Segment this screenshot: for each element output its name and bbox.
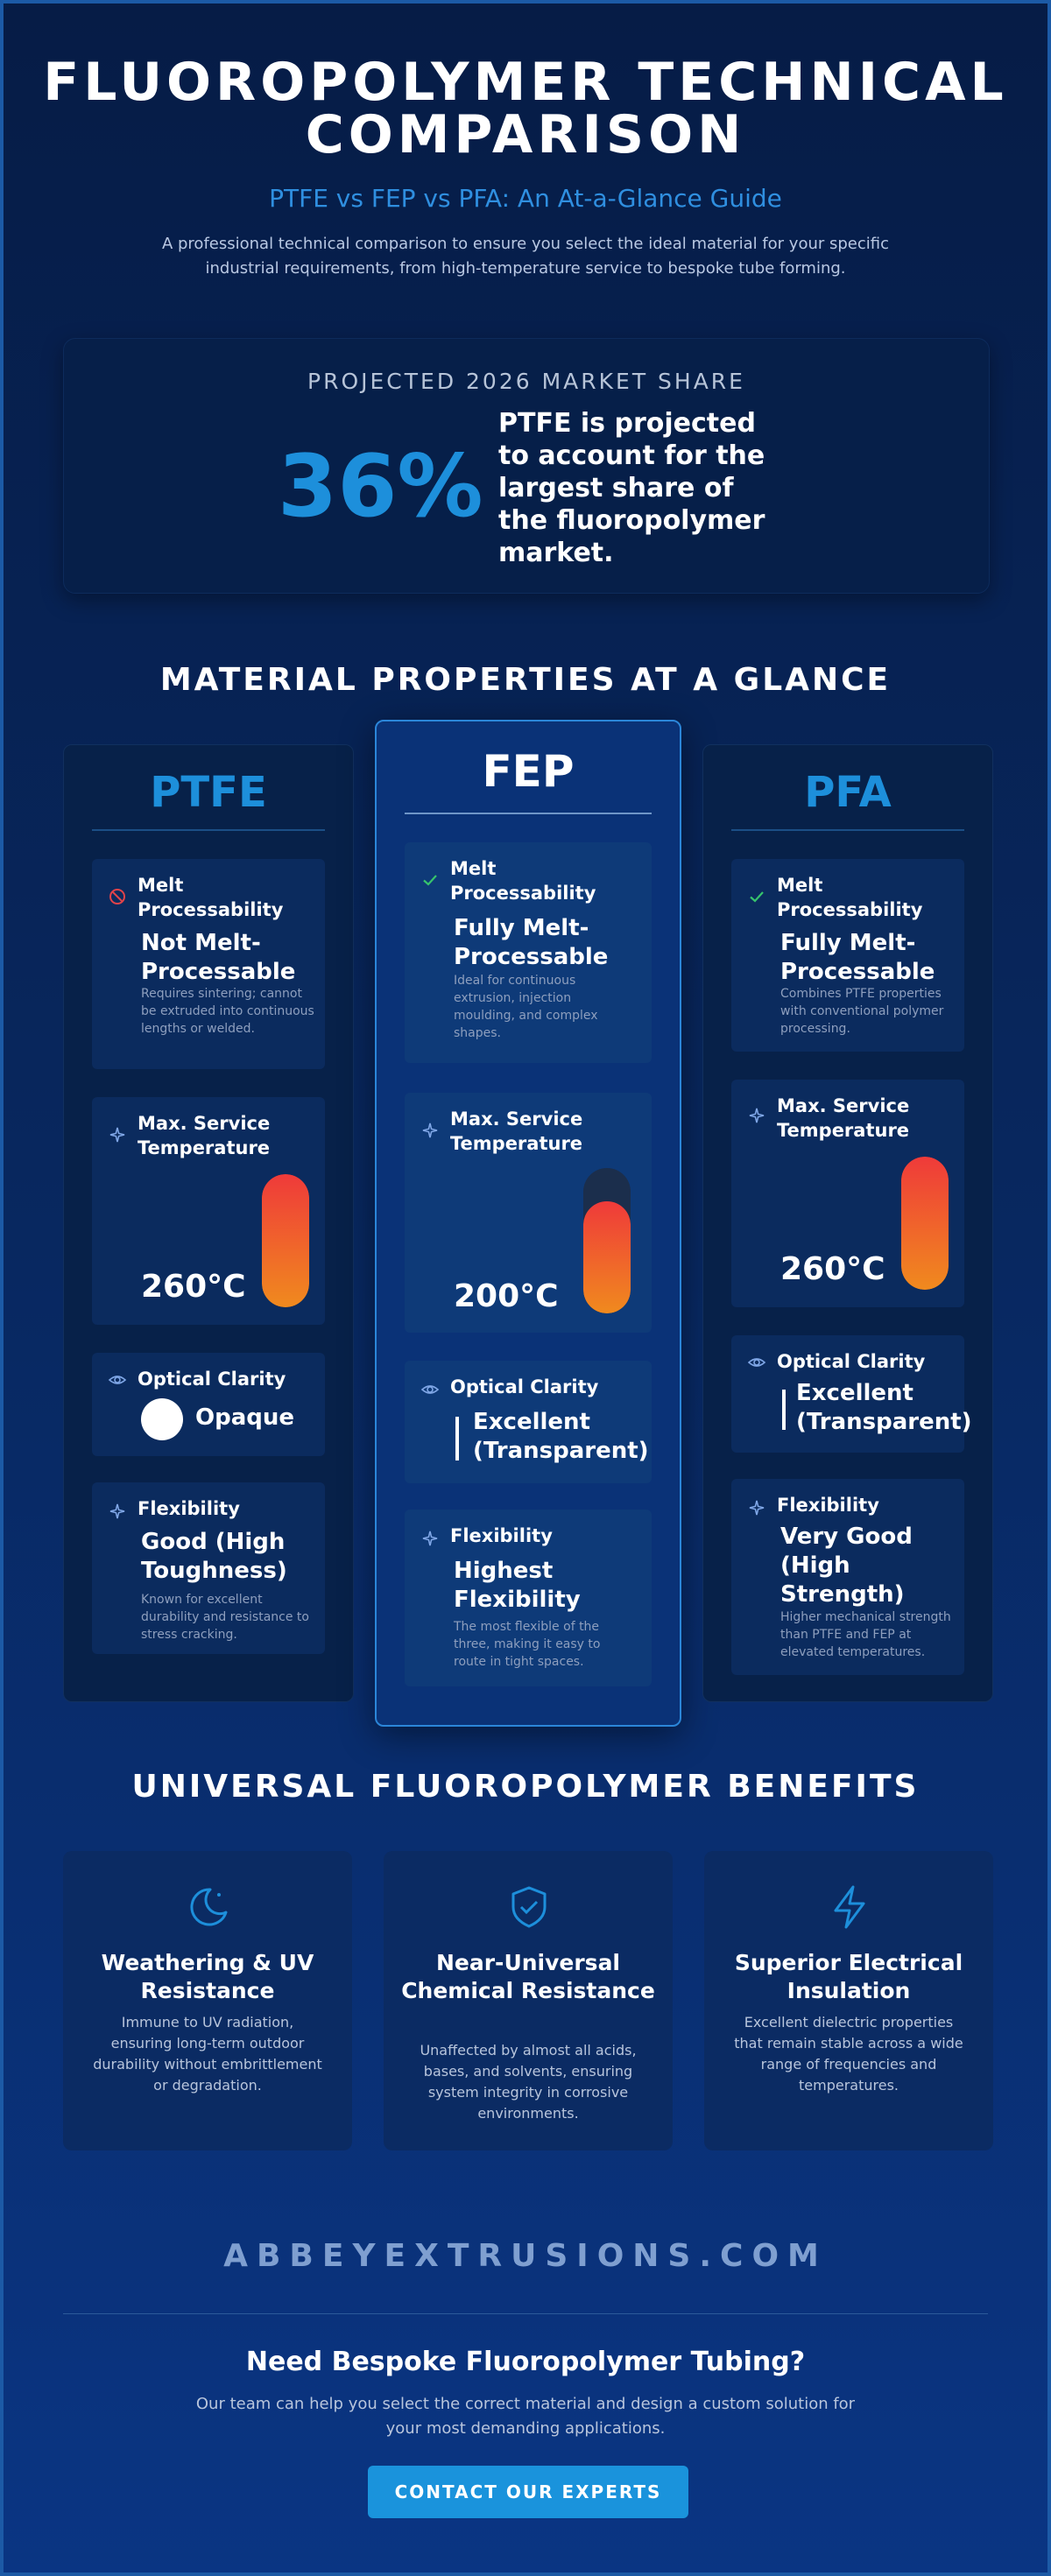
page-subtitle: PTFE vs FEP vs PFA: An At-a-Glance Guide — [269, 184, 782, 213]
flexibility-label: Flexibility — [138, 1498, 240, 1519]
check-icon — [747, 887, 766, 906]
market-share-percent: 36% — [278, 437, 483, 537]
max-temperature-row — [405, 1093, 652, 1333]
shield-check-icon — [504, 1883, 554, 1932]
benefits-section-title: UNIVERSAL FLUOROPOLYMER BENEFITS — [131, 1769, 920, 1805]
clarity-value: Excellent (Transparent) — [473, 1409, 649, 1464]
material-card-ptfe — [63, 744, 354, 1702]
moon-icon — [184, 1883, 233, 1932]
melt-value: Not Melt-Processable — [141, 930, 296, 985]
thermometer-fill — [262, 1174, 309, 1307]
check-icon — [420, 870, 440, 890]
benefit-card-electrical — [704, 1851, 993, 2150]
melt-note: Requires sintering; cannot be extruded into continuous lengths or welded. — [141, 987, 314, 1036]
benefit-description: Immune to UV radiation, ensuring long-term outdoor durability without embrittlement or degradation. — [93, 2014, 322, 2094]
divider — [731, 829, 964, 831]
market-share-card — [63, 338, 990, 594]
temperature-label: Max. Service Temperature — [450, 1109, 583, 1154]
intro-text: A professional technical comparison to ensure you select the ideal material for your specific industrial requirements, from high-temperature service to bespoke tube forming. — [161, 235, 890, 278]
flexibility-row — [731, 1479, 964, 1675]
flexibility-label: Flexibility — [777, 1495, 879, 1516]
flexibility-row — [92, 1482, 325, 1654]
eye-icon — [108, 1370, 127, 1390]
max-temperature-row — [92, 1097, 325, 1325]
sparkle-icon — [747, 1106, 766, 1125]
sparkle-icon — [108, 1502, 127, 1521]
properties-section-title: MATERIAL PROPERTIES AT A GLANCE — [159, 662, 892, 698]
market-share-label: PROJECTED 2026 MARKET SHARE — [307, 369, 745, 394]
flexibility-note: The most flexible of the three, making it easy to route in tight spaces. — [454, 1620, 601, 1669]
cta-text: Our team can help you select the correct material and design a custom solution for your most demanding applications. — [195, 2395, 856, 2438]
market-share-text: PTFE is projected to account for the largest share of the fluoropolymer market. — [498, 408, 765, 568]
sparkle-icon — [747, 1498, 766, 1517]
melt-value: Fully Melt-Processable — [780, 930, 935, 985]
website-domain: ABBEYEXTRUSIONS.COM — [223, 2238, 828, 2274]
melt-processability-row — [405, 842, 652, 1063]
eye-icon — [420, 1380, 440, 1399]
page-title-line-2: COMPARISON — [305, 104, 746, 165]
thermometer-gauge — [583, 1168, 631, 1313]
infographic-page — [4, 4, 1047, 2572]
transparent-indicator — [782, 1390, 786, 1430]
flexibility-row — [405, 1510, 652, 1686]
prohibited-icon — [108, 887, 127, 906]
sparkle-icon — [108, 1125, 127, 1144]
eye-icon — [747, 1353, 766, 1372]
melt-processability-row — [731, 859, 964, 1052]
contact-experts-button[interactable]: CONTACT OUR EXPERTS — [368, 2466, 688, 2518]
sparkle-icon — [420, 1121, 440, 1140]
melt-label: Melt Processability — [450, 858, 596, 904]
opaque-indicator — [141, 1398, 183, 1440]
sparkle-icon — [420, 1529, 440, 1548]
benefit-description: Excellent dielectric properties that remain stable across a wide range of frequencies and temperatures. — [734, 2014, 963, 2094]
thermometer-fill — [583, 1201, 631, 1313]
melt-note: Ideal for continuous extrusion, injection moulding, and complex shapes. — [454, 974, 598, 1040]
header — [39, 52, 1012, 281]
material-name: PTFE — [150, 768, 267, 817]
clarity-label: Optical Clarity — [777, 1351, 926, 1372]
benefit-title: Superior Electrical Insulation — [734, 1950, 963, 2003]
flexibility-note: Known for excellent durability and resistance to stress cracking. — [141, 1593, 309, 1642]
clarity-value: Opaque — [195, 1404, 295, 1431]
thermometer-fill — [901, 1157, 949, 1290]
melt-note: Combines PTFE properties with conventional polymer processing. — [780, 987, 944, 1036]
melt-label: Melt Processability — [138, 875, 284, 920]
melt-value: Fully Melt-Processable — [454, 915, 609, 970]
clarity-label: Optical Clarity — [450, 1376, 599, 1397]
flexibility-value: Very Good (High Strength) — [780, 1524, 913, 1608]
benefit-title: Near-Universal Chemical Resistance — [401, 1950, 655, 2003]
material-name: FEP — [482, 746, 575, 797]
benefit-description: Unaffected by almost all acids, bases, and solvents, ensuring system integrity in corrosive environments. — [420, 2042, 637, 2122]
material-name: PFA — [804, 768, 892, 817]
transparent-indicator — [455, 1417, 459, 1460]
temperature-value: 260°C — [780, 1251, 885, 1287]
temperature-value: 200°C — [454, 1278, 559, 1314]
divider — [92, 829, 325, 831]
optical-clarity-row — [731, 1335, 972, 1453]
benefit-title: Weathering & UV Resistance — [101, 1950, 314, 2003]
page-title — [39, 52, 1012, 165]
flexibility-value: Good (High Toughness) — [141, 1529, 287, 1584]
benefit-card-chemical — [384, 1851, 673, 2150]
thermometer-gauge — [901, 1157, 949, 1290]
optical-clarity-row — [92, 1353, 325, 1456]
max-temperature-row — [731, 1080, 964, 1307]
material-card-pfa — [702, 744, 993, 1702]
flexibility-label: Flexibility — [450, 1525, 553, 1546]
material-card-fep — [375, 720, 681, 1727]
thermometer-gauge — [262, 1174, 309, 1307]
divider — [405, 813, 652, 814]
optical-clarity-row — [405, 1361, 652, 1483]
temperature-label: Max. Service Temperature — [138, 1113, 271, 1158]
flexibility-note: Higher mechanical strength than PTFE and FEP at elevated temperatures. — [780, 1610, 951, 1659]
cta-title: Need Bespoke Fluoropolymer Tubing? — [245, 2347, 806, 2377]
lightning-icon — [825, 1883, 874, 1932]
melt-label: Melt Processability — [777, 875, 923, 920]
clarity-value: Excellent (Transparent) — [796, 1380, 972, 1435]
temperature-value: 260°C — [141, 1269, 246, 1305]
clarity-label: Optical Clarity — [138, 1369, 286, 1390]
flexibility-value: Highest Flexibility — [454, 1558, 581, 1613]
benefit-card-weathering — [63, 1851, 352, 2150]
melt-processability-row — [92, 859, 325, 1069]
footer-divider — [63, 2313, 988, 2314]
page-title-line-1: FLUOROPOLYMER TECHNICAL — [43, 52, 1008, 113]
temperature-label: Max. Service Temperature — [777, 1095, 910, 1141]
